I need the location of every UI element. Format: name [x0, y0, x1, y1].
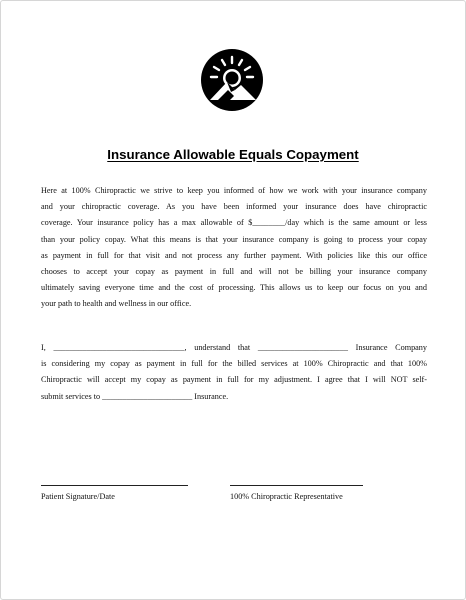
text-line: as payment in full for that visit and not process any further payment. With policies like this our office	[41, 250, 427, 260]
page-title: Insurance Allowable Equals Copayment	[107, 147, 359, 162]
agreement-paragraph	[41, 340, 427, 405]
text-line: ultimately saving everyone time and the cost of processing. This allows us to keep our focus on you and	[41, 283, 427, 293]
text-line: than your policy copay. What this means is that your insurance company is going to process your copay	[41, 234, 427, 244]
text-line: and your chiropractic coverage. As you have been informed your insurance does have chiropractic	[41, 202, 427, 212]
sun-over-mountains-logo-icon	[200, 48, 264, 112]
text-line: I, ________________________________, understand that ______________________ Insurance Company	[41, 343, 427, 352]
intro-paragraph	[41, 183, 427, 313]
text-line: Chiropractic will accept my copay as payment in full for my adjustment. I agree that I will NOT self-	[41, 375, 427, 385]
representative-signature-line[interactable]	[230, 485, 363, 486]
text-line: your path to health and wellness in our office.	[41, 299, 192, 309]
patient-signature-label: Patient Signature/Date	[41, 492, 115, 501]
text-line: is considering my copay as payment in full for the billed services at 100% Chiropractic and that 100%	[41, 359, 427, 369]
text-line: coverage. Your insurance policy has a max allowable of $________/day which is the same amount or less	[41, 218, 427, 228]
representative-signature-label: 100% Chiropractic Representative	[230, 492, 343, 501]
text-line: Here at 100% Chiropractic we strive to keep you informed of how we work with your insurance company	[41, 186, 427, 195]
text-line: submit services to ______________________ Insurance.	[41, 391, 229, 401]
patient-signature-line[interactable]	[41, 485, 188, 486]
text-line: chooses to accept your copay as payment in full and will not be billing your insurance company	[41, 267, 427, 277]
